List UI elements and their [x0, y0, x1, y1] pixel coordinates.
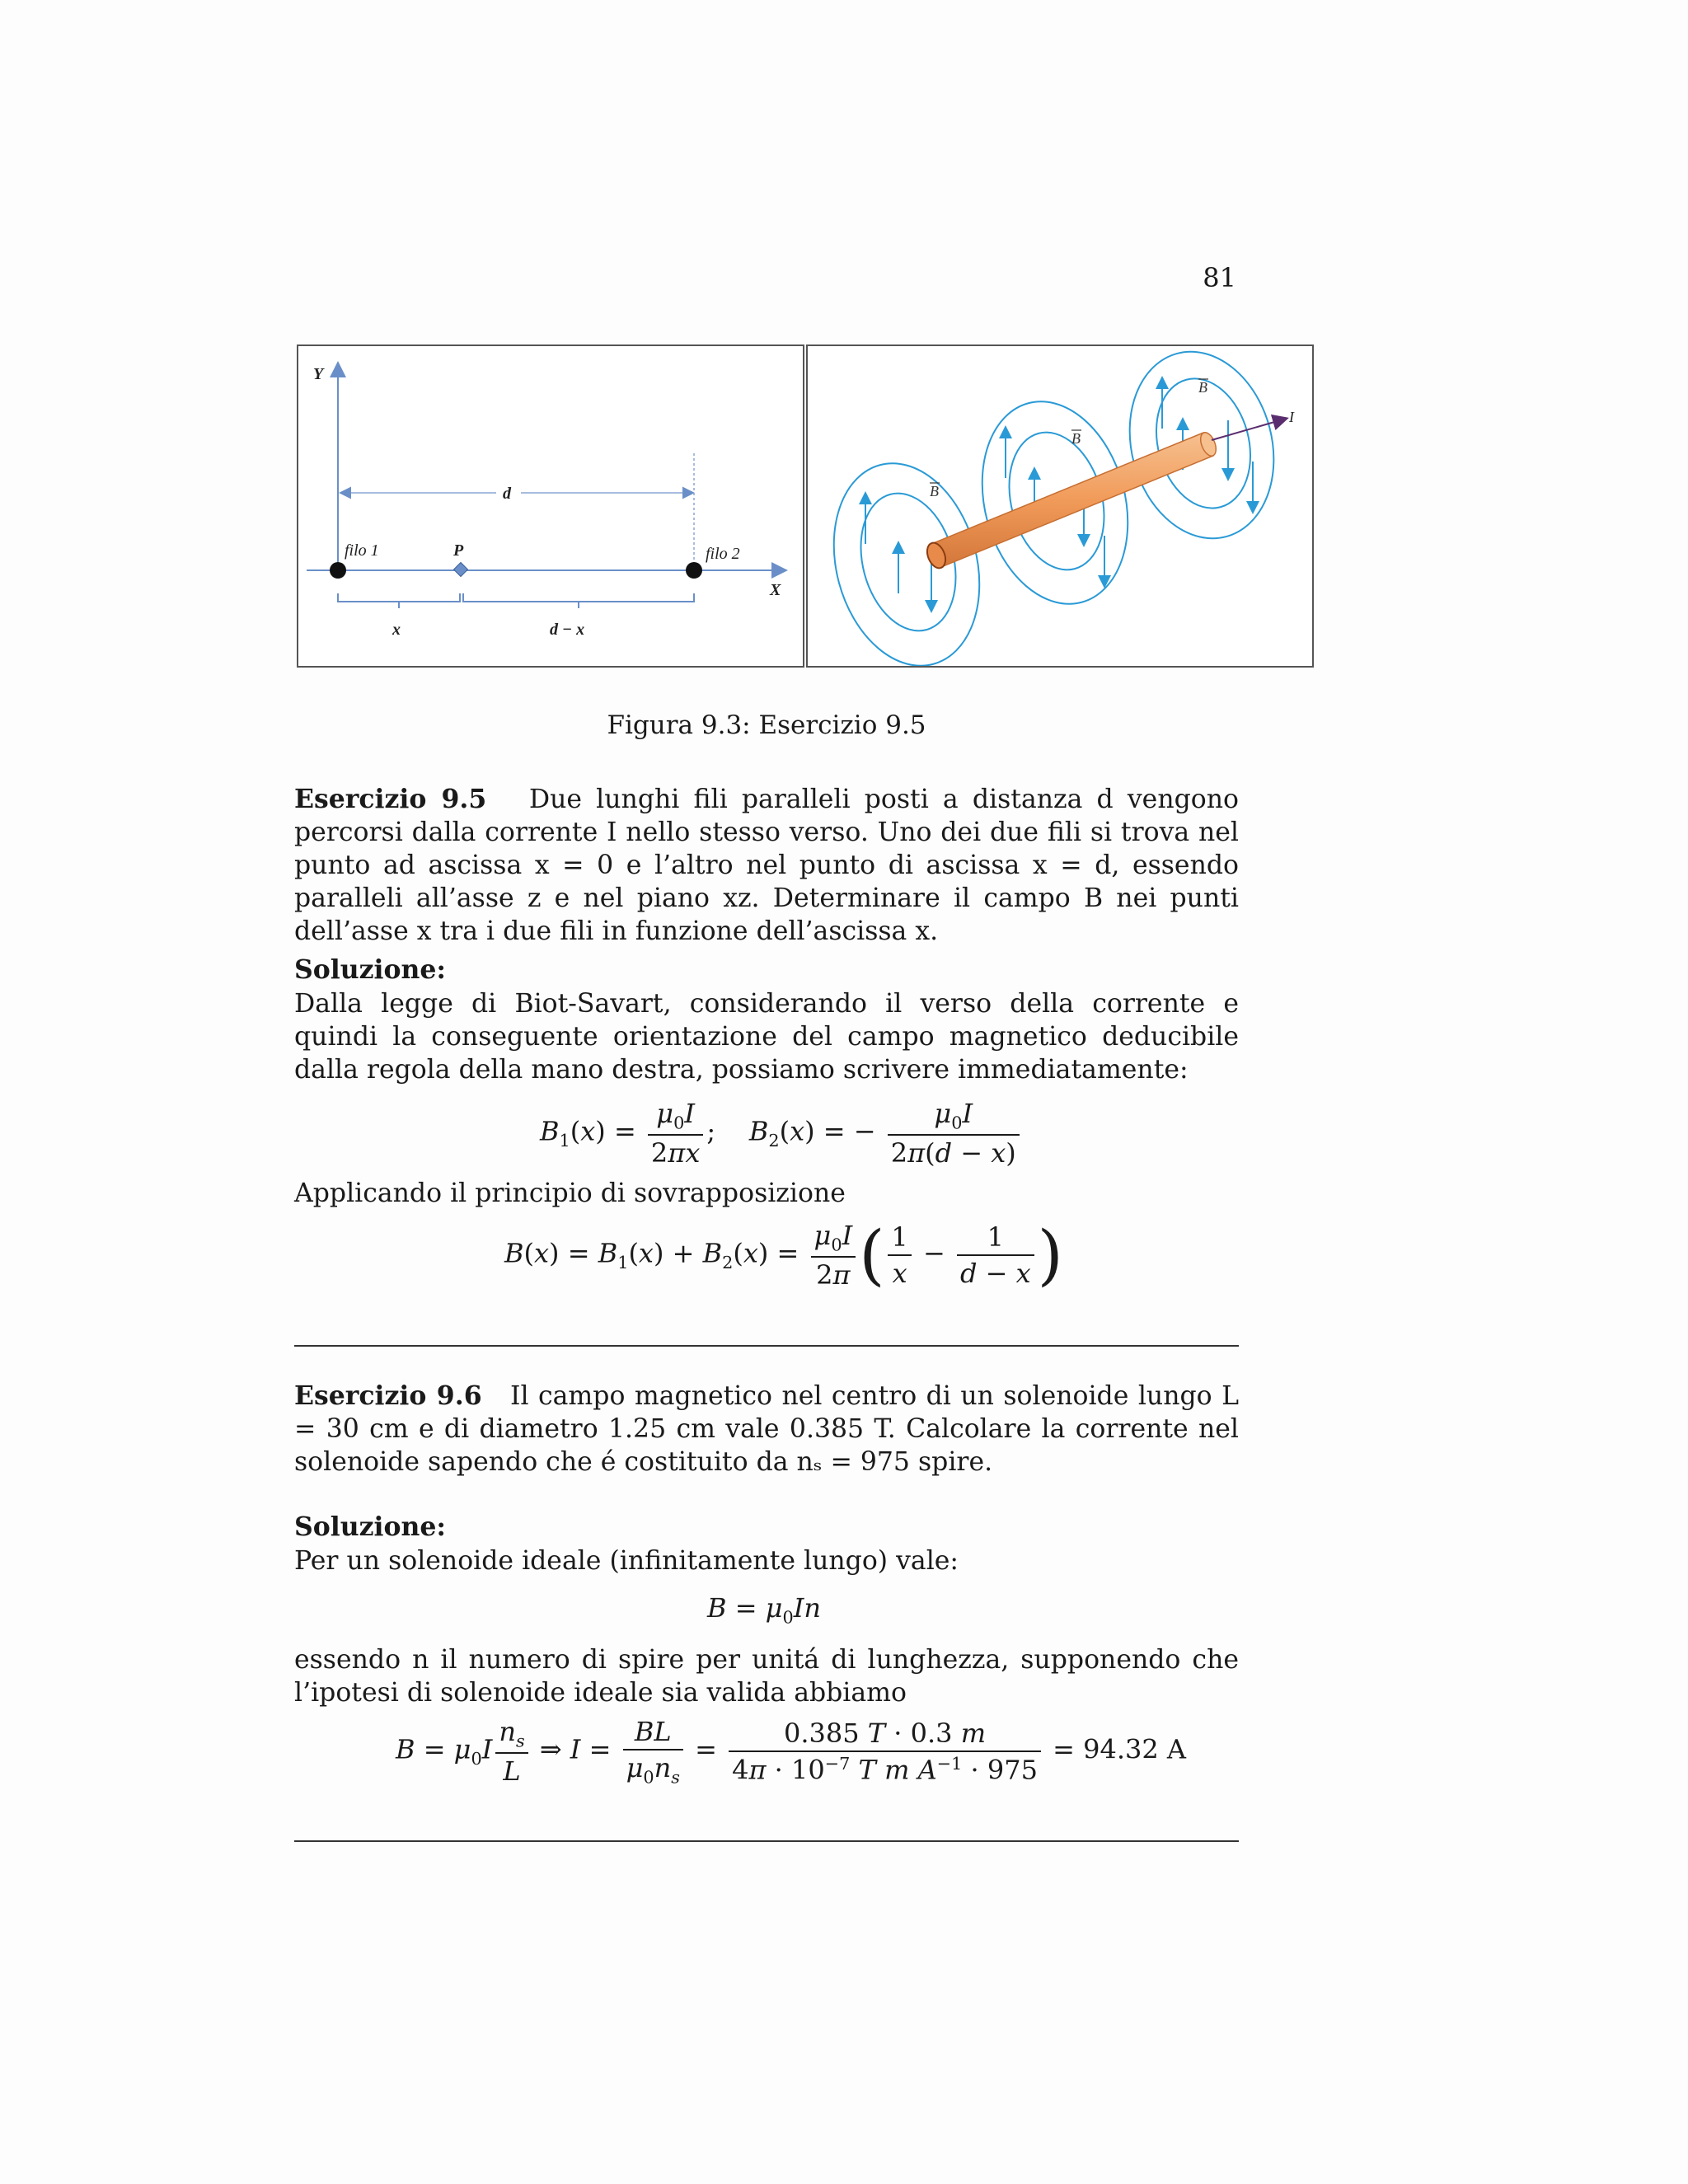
- solution-text-9-6: Per un solenoide ideale (infinitamente lungo) vale:: [294, 1546, 959, 1576]
- wire-cylinder: [924, 430, 1219, 570]
- exercise-9-6: [294, 1380, 1239, 1479]
- filo1-marker: [330, 562, 346, 579]
- figure-two-wires: [297, 344, 804, 668]
- page-number: 81: [1203, 262, 1236, 293]
- section-divider-1: [294, 1345, 1239, 1347]
- solution-text-9-5: Dalla legge di Biot-Savart, considerando il verso della corrente e quindi la conseguente orientazione del campo magnetico deducibile dalla regola della mano destra, possiamo scrivere immediatamente:: [294, 989, 1239, 1085]
- y-axis-label: Y: [313, 365, 324, 383]
- two-wires-diagram: [298, 346, 803, 666]
- dx-brace: [463, 593, 694, 608]
- equation-solenoid-ideal: $B = \mu_0In$: [707, 1592, 821, 1628]
- exercise-9-5-title: Esercizio 9.5: [294, 784, 487, 814]
- exercise-9-6-title: Esercizio 9.6: [294, 1380, 482, 1411]
- x-brace: [338, 593, 460, 608]
- exercise-9-6-text: Il campo magnetico nel centro di un solenoide lungo L = 30 cm e di diametro 1.25 cm vale 0.385 T. Calcolare la corrente nel solenoide sapendo che é costituito da nₛ = 975 spire.: [294, 1381, 1239, 1477]
- filo2-label: filo 2: [706, 545, 740, 563]
- current-label: I: [1289, 409, 1294, 425]
- b-label-3: B: [1198, 379, 1207, 396]
- b-label-1: B: [930, 483, 939, 499]
- solution-label-9-6: Soluzione:: [294, 1511, 447, 1542]
- d-label: d: [503, 485, 511, 503]
- filo2-marker: [686, 562, 702, 579]
- dx-label: d − x: [550, 621, 585, 639]
- ideal-solenoid-text: essendo n il numero di spire per unitá di lunghezza, supponendo che l’ipotesi di solenoide ideale sia valida abbiamo: [294, 1645, 1239, 1708]
- figure-magnetic-field-wire: [806, 344, 1314, 668]
- field-lines-diagram: [808, 346, 1312, 666]
- equation-b1-b2: $B_1(x)$ = $\frac{\mu_0I}{2\pi x}$ ; $B_2(x)$ = − $\frac{\mu_0I}{2\pi(d - x)}$: [540, 1098, 1023, 1169]
- x-label: x: [392, 621, 401, 639]
- point-p-marker: [454, 563, 468, 577]
- current-result: = 94.32 A: [1053, 1733, 1186, 1765]
- exercise-9-5: [294, 783, 1239, 948]
- filo1-label: filo 1: [345, 541, 379, 560]
- point-p-label: P: [453, 541, 464, 560]
- section-divider-2: [294, 1840, 1239, 1842]
- exercise-9-5-text: Due lunghi fili paralleli posti a distanza d vengono percorsi dalla corrente I nello stesso verso. Uno dei due fili si trova nel punto ad ascissa x = 0 e l’altro nel punto di ascissa x = d, essendo paralleli all’asse z e nel piano xz. Determinare il campo B nei punti dell’asse x tra i due fili in funzione dell’ascissa x.: [294, 785, 1239, 946]
- solution-label-9-5: Soluzione:: [294, 954, 447, 985]
- figure-caption: Figura 9.3: Esercizio 9.5: [607, 710, 926, 740]
- sovrapposizione-text: Applicando il principio di sovrapposizione: [294, 1179, 846, 1208]
- b-label-2: B: [1071, 430, 1081, 447]
- equation-b-total: $B(x) = B_1(x) + B_2(x)$ = $\frac{\mu_0I}{2\pi}$ ( $\frac{1}{x}$ − $\frac{1}{d - x}$ ): [504, 1216, 1063, 1294]
- x-axis-label: X: [770, 581, 781, 599]
- equation-current: $B = \mu_0I$ $\frac{n_s}{L}$ ⇒ I = $\frac{BL}{\mu_0n_s}$ = $\frac{0.385 T \cdot 0.3 m}{4\pi \cdot 10^{-7} T m A^{-1} \cdot 975}$ = 94.32 A: [396, 1716, 1186, 1788]
